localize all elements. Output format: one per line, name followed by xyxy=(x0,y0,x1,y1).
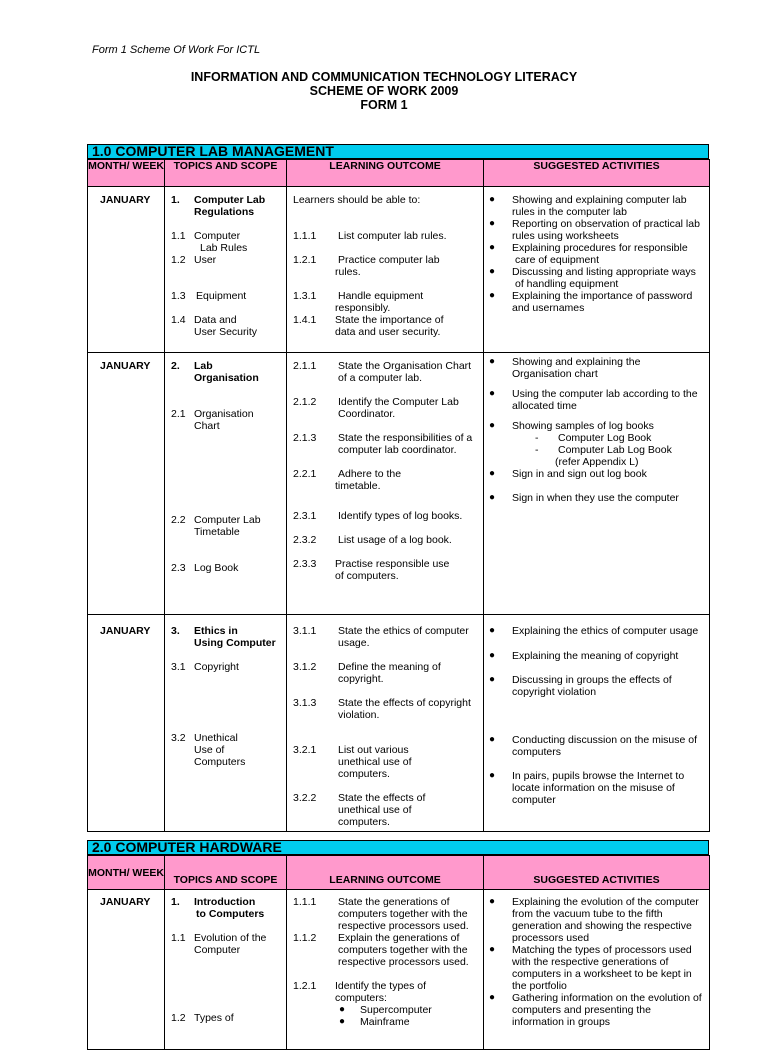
subtopic-label: User Security xyxy=(194,326,258,338)
outcome-text: State the responsibilities of a xyxy=(338,432,473,444)
activity-text: copyright violation xyxy=(512,686,597,698)
section-computer-hardware xyxy=(87,840,709,1050)
outcome-text: Identify types of log books. xyxy=(338,510,463,522)
month-cell xyxy=(88,187,165,353)
subtopic-label: Log Book xyxy=(194,562,239,574)
header-learning-outcome: LEARNING OUTCOME xyxy=(287,160,484,187)
subtopic-number: 2.3 xyxy=(171,562,186,574)
activity-text: Sign in and sign out log book xyxy=(512,468,647,480)
subtopic-number: 1.2 xyxy=(171,1012,186,1024)
outcome-text: Coordinator. xyxy=(338,408,396,420)
bullet-icon: ● xyxy=(489,492,496,503)
outcome-number: 3.1.3 xyxy=(293,697,317,709)
activity-text: Discussing in groups the effects of xyxy=(512,674,672,686)
outcome-text: List usage of a log book. xyxy=(338,534,452,546)
subtopic-number: 3.1 xyxy=(171,661,186,673)
activity-text: Gathering information on the evolution of xyxy=(512,992,702,1004)
month-cell xyxy=(88,890,165,1050)
outcome-text: unethical use of xyxy=(338,804,412,816)
topic-number: 2. xyxy=(171,360,180,372)
subtopic-number: 1.1 xyxy=(171,230,186,242)
header-month-week: MONTH/ WEEK xyxy=(88,160,165,187)
outcome-number: 1.2.1 xyxy=(293,254,317,266)
outcome-number: 3.1.2 xyxy=(293,661,317,673)
outcome-text: State the effects of copyright xyxy=(338,697,471,709)
table-header-row xyxy=(88,856,710,890)
activities-cell xyxy=(484,890,710,1050)
outcome-text: timetable. xyxy=(335,480,381,492)
outcome-cell xyxy=(287,353,484,615)
topic-title: to Computers xyxy=(196,908,265,920)
outcome-text: State the ethics of computer xyxy=(338,625,469,637)
activity-text: (refer Appendix L) xyxy=(555,456,639,468)
outcome-text: violation. xyxy=(338,709,380,721)
activity-text: computer xyxy=(512,794,556,806)
activity-text: Discussing and listing appropriate ways xyxy=(512,266,696,278)
outcome-text: copyright. xyxy=(338,673,384,685)
activity-text: Organisation chart xyxy=(512,368,598,380)
outcome-text: of a computer lab. xyxy=(338,372,423,384)
table-row xyxy=(88,615,710,832)
subtopic-number: 2.1 xyxy=(171,408,186,420)
outcome-text: unethical use of xyxy=(338,756,412,768)
outcome-cell xyxy=(287,890,484,1050)
header-suggested-activities: SUGGESTED ACTIVITIES xyxy=(484,856,710,890)
month-cell xyxy=(88,615,165,832)
outcome-text: Identify the types of xyxy=(335,980,427,992)
section-title: 2.0 COMPUTER HARDWARE xyxy=(87,840,709,855)
bullet-icon: ● xyxy=(489,625,496,636)
activity-text: rules in the computer lab xyxy=(512,206,627,218)
outcome-number: 1.1.2 xyxy=(293,932,317,944)
topic-number: 3. xyxy=(171,625,180,637)
month-label: JANUARY xyxy=(100,360,151,372)
activity-text: computers xyxy=(512,746,562,758)
subtopic-label: Evolution of the xyxy=(194,932,267,944)
activity-text: Using the computer lab according to the xyxy=(512,388,698,400)
document-title xyxy=(0,70,768,112)
title-line-3: FORM 1 xyxy=(360,98,408,112)
activity-text: Computer Log Book xyxy=(558,432,652,444)
month-label: JANUARY xyxy=(100,625,151,637)
outcome-text: State the Organisation Chart xyxy=(338,360,472,372)
topic-title: Ethics in xyxy=(194,625,238,637)
bullet-icon: ● xyxy=(489,468,496,479)
outcome-number: 2.1.3 xyxy=(293,432,317,444)
activity-text: computers in a worksheet to be kept in xyxy=(512,968,692,980)
subtopic-label: Computers xyxy=(194,756,246,768)
topic-number: 1. xyxy=(171,194,180,206)
activity-text: generation and showing the respective xyxy=(512,920,692,932)
subtopic-label: Unethical xyxy=(194,732,238,744)
month-label: JANUARY xyxy=(100,896,151,908)
topic-title: Organisation xyxy=(194,372,259,384)
subtopic-number: 1.1 xyxy=(171,932,186,944)
activity-text: care of equipment xyxy=(515,254,600,266)
activity-text: Showing and explaining the xyxy=(512,356,641,368)
topics-cell xyxy=(165,353,287,615)
header-topics-scope: TOPICS AND SCOPE xyxy=(165,856,287,890)
outcome-cell xyxy=(287,187,484,353)
dash-marker: - xyxy=(535,432,539,444)
bullet-icon: ● xyxy=(489,770,496,781)
subtopic-label: Computer Lab xyxy=(194,514,261,526)
outcome-text: computers together with the xyxy=(338,908,468,920)
outcome-text: Adhere to the xyxy=(338,468,402,480)
activity-text: with the respective generations of xyxy=(512,956,669,968)
subtopic-label: Computer xyxy=(194,230,241,242)
title-line-2: SCHEME OF WORK 2009 xyxy=(309,84,459,98)
month-cell xyxy=(88,353,165,615)
outcome-text: Handle equipment xyxy=(338,290,424,302)
topic-title: Regulations xyxy=(194,206,255,218)
bullet-icon: ● xyxy=(489,266,496,277)
topics-cell xyxy=(165,615,287,832)
subtopic-number: 1.2 xyxy=(171,254,186,266)
outcome-text: usage. xyxy=(338,637,370,649)
activity-text: In pairs, pupils browse the Internet to xyxy=(512,770,685,782)
section-title: 1.0 COMPUTER LAB MANAGEMENT xyxy=(87,144,709,159)
outcome-text: Practice computer lab xyxy=(338,254,440,266)
bullet-icon: ● xyxy=(489,650,496,661)
outcome-text: Practise responsible use xyxy=(335,558,450,570)
table-row xyxy=(88,187,710,353)
activities-cell xyxy=(484,615,710,832)
outcome-number: 3.2.1 xyxy=(293,744,317,756)
activity-text: Explaining the importance of password xyxy=(512,290,693,302)
subtopic-number: 1.3 xyxy=(171,290,186,302)
bullet-icon: ● xyxy=(489,290,496,301)
outcome-number: 1.1.1 xyxy=(293,230,317,242)
activity-text: Computer Lab Log Book xyxy=(558,444,672,456)
bullet-icon: ● xyxy=(489,356,496,367)
outcome-number: 1.3.1 xyxy=(293,290,317,302)
bullet-icon: ● xyxy=(489,944,496,955)
header-topics-scope: TOPICS AND SCOPE xyxy=(165,160,287,187)
bullet-icon: ● xyxy=(489,992,496,1003)
outcome-number: 2.3.1 xyxy=(293,510,317,522)
activity-text: Explaining procedures for responsible xyxy=(512,242,688,254)
outcome-intro: Learners should be able to: xyxy=(293,194,421,206)
outcome-number: 2.2.1 xyxy=(293,468,317,480)
outcome-text: computers: xyxy=(335,992,387,1004)
outcome-text: respective processors used. xyxy=(338,920,469,932)
outcome-number: 3.2.2 xyxy=(293,792,317,804)
outcome-number: 2.3.3 xyxy=(293,558,317,570)
outcome-number: 2.1.1 xyxy=(293,360,317,372)
outcome-text: computers. xyxy=(338,816,390,828)
title-line-1: INFORMATION AND COMMUNICATION TECHNOLOGY LITERACY xyxy=(190,70,578,84)
subtopic-label: Organisation xyxy=(194,408,254,420)
activity-text: from the vacuum tube to the fifth xyxy=(512,908,663,920)
outcome-text: computers. xyxy=(338,768,390,780)
subtopic-label: Chart xyxy=(194,420,220,432)
activity-text: Explaining the evolution of the computer xyxy=(512,896,699,908)
activity-text: Conducting discussion on the misuse of xyxy=(512,734,698,746)
dash-marker: - xyxy=(535,444,539,456)
outcome-text: of computers. xyxy=(335,570,399,582)
scheme-table xyxy=(87,855,710,1050)
outcome-text: Supercomputer xyxy=(360,1004,432,1016)
table-row xyxy=(88,890,710,1050)
section-computer-lab-management xyxy=(87,144,709,832)
bullet-icon: ● xyxy=(489,242,496,253)
activity-text: Explaining the ethics of computer usage xyxy=(512,625,699,637)
activity-text: computers and presenting the xyxy=(512,1004,651,1016)
header-suggested-activities: SUGGESTED ACTIVITIES xyxy=(484,160,710,187)
subtopic-label: Equipment xyxy=(196,290,247,302)
topic-title: Computer Lab xyxy=(194,194,266,206)
outcome-number: 1.4.1 xyxy=(293,314,317,326)
subtopic-label: User xyxy=(194,254,217,266)
header-month-week: MONTH/ WEEK xyxy=(88,856,165,890)
bullet-icon: ● xyxy=(489,896,496,907)
activity-text: Matching the types of processors used xyxy=(512,944,692,956)
bullet-icon: ● xyxy=(489,194,496,205)
activity-text: processors used xyxy=(512,932,590,944)
subtopic-label: Use of xyxy=(194,744,225,756)
activity-text: Sign in when they use the computer xyxy=(512,492,679,504)
subtopic-label: Timetable xyxy=(194,526,240,538)
outcome-number: 1.2.1 xyxy=(293,980,317,992)
running-header: Form 1 Scheme Of Work For ICTL xyxy=(92,44,261,56)
bullet-icon: ● xyxy=(489,734,496,745)
activity-text: Showing and explaining computer lab xyxy=(512,194,687,206)
topics-cell xyxy=(165,187,287,353)
activity-text: information in groups xyxy=(512,1016,611,1028)
activity-text: locate information on the misuse of xyxy=(512,782,675,794)
subtopic-number: 3.2 xyxy=(171,732,186,744)
subtopic-label: Lab Rules xyxy=(200,242,248,254)
subtopic-label: Data and xyxy=(194,314,237,326)
topic-title: Lab xyxy=(194,360,213,372)
outcome-text: computer lab coordinator. xyxy=(338,444,457,456)
outcome-text: State the generations of xyxy=(338,896,450,908)
topic-title: Using Computer xyxy=(194,637,276,649)
outcome-number: 2.3.2 xyxy=(293,534,317,546)
bullet-icon: ● xyxy=(489,388,496,399)
month-label: JANUARY xyxy=(100,194,151,206)
bullet-icon: ● xyxy=(489,420,496,431)
outcome-text: Mainframe xyxy=(360,1016,410,1028)
outcome-cell xyxy=(287,615,484,832)
outcome-number: 3.1.1 xyxy=(293,625,317,637)
activities-cell xyxy=(484,187,710,353)
scheme-table xyxy=(87,159,710,832)
activity-text: allocated time xyxy=(512,400,577,412)
outcome-number: 1.1.1 xyxy=(293,896,317,908)
topic-title: Introduction xyxy=(194,896,256,908)
topic-number: 1. xyxy=(171,896,180,908)
subtopic-label: Computer xyxy=(194,944,241,956)
activity-text: rules using worksheets xyxy=(512,230,619,242)
activities-cell xyxy=(484,353,710,615)
bullet-icon: ● xyxy=(339,1004,346,1015)
activity-text: Showing samples of log books xyxy=(512,420,654,432)
outcome-text: List out various xyxy=(338,744,409,756)
outcome-text: Define the meaning of xyxy=(338,661,441,673)
subtopic-number: 2.2 xyxy=(171,514,186,526)
table-row xyxy=(88,353,710,615)
outcome-text: List computer lab rules. xyxy=(338,230,447,242)
bullet-icon: ● xyxy=(489,674,496,685)
header-learning-outcome: LEARNING OUTCOME xyxy=(287,856,484,890)
outcome-text: data and user security. xyxy=(335,326,441,338)
activity-text: of handling equipment xyxy=(515,278,619,290)
outcome-text: respective processors used. xyxy=(338,956,469,968)
subtopic-label: Types of xyxy=(194,1012,234,1024)
outcome-text: State the effects of xyxy=(338,792,426,804)
table-header-row xyxy=(88,160,710,187)
activity-text: Explaining the meaning of copyright xyxy=(512,650,679,662)
activity-text: and usernames xyxy=(512,302,585,314)
outcome-text: rules. xyxy=(335,266,361,278)
bullet-icon: ● xyxy=(489,218,496,229)
topics-cell xyxy=(165,890,287,1050)
outcome-text: responsibly. xyxy=(335,302,391,314)
outcome-number: 2.1.2 xyxy=(293,396,317,408)
subtopic-label: Copyright xyxy=(194,661,239,673)
bullet-icon: ● xyxy=(339,1016,346,1027)
outcome-text: Identify the Computer Lab xyxy=(338,396,459,408)
outcome-text: computers together with the xyxy=(338,944,468,956)
subtopic-number: 1.4 xyxy=(171,314,186,326)
activity-text: the portfolio xyxy=(512,980,567,992)
outcome-text: State the importance of xyxy=(335,314,444,326)
activity-text: Reporting on observation of practical lab xyxy=(512,218,700,230)
outcome-text: Explain the generations of xyxy=(338,932,460,944)
